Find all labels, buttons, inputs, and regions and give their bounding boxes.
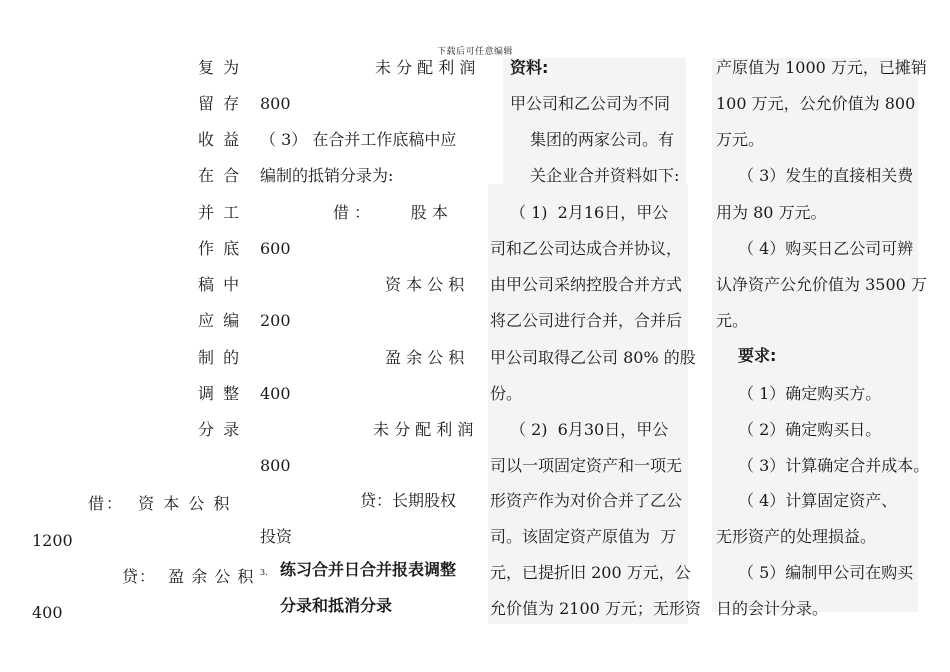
page-header-note: 下载后可任意编辑: [436, 47, 513, 57]
col3-line-8: 将乙公司进行合并，合并后: [490, 311, 683, 330]
col3-line-5: （ 1) 2月16日，甲公: [510, 203, 669, 222]
col3-line-9: 甲公司取得乙公司 80% 的股: [490, 348, 696, 367]
col4-line-1: 产原值为 1000 万元，已摊销: [716, 58, 927, 77]
col4-line-8: 元。: [716, 311, 749, 330]
vertical-text-8: 应 编: [198, 311, 242, 330]
credit-amount: 400: [32, 603, 63, 622]
vertical-text-10: 调 整: [198, 384, 242, 403]
col2-line-3: （ 3） 在合并工作底稿中应: [260, 130, 457, 149]
col3-line-12: 司以一项固定资产和一项无: [490, 456, 683, 475]
debit-amount: 1200: [32, 531, 73, 550]
col2-line-4: 编制的抵销分录为:: [260, 166, 394, 185]
credit-surplus-reserve: 贷： 盈 余 公 积: [122, 567, 255, 586]
column-1: [0, 0, 255, 672]
section-title-line-1: 练习合并日合并报表调整: [280, 560, 457, 579]
vertical-text-2: 留 存: [198, 94, 242, 113]
col4-line-3: 万元。: [716, 130, 765, 149]
col2-line-9: 盈 余 公 积: [385, 348, 465, 367]
col3-line-10: 份。: [490, 384, 523, 403]
col2-line-1: 未 分 配 利 润: [375, 58, 476, 77]
col3-line-4: 关企业合并资料如下:: [530, 166, 680, 185]
col4-line-16: 日的会计分录。: [716, 599, 829, 618]
col4-line-7: 认净资产公允价值为 3500 万: [716, 275, 927, 294]
col2-line-13: 贷：长期股权: [360, 491, 457, 510]
col4-line-5: 用为 80 万元。: [716, 203, 827, 222]
vertical-text-1: 复 为: [198, 58, 242, 77]
col2-line-7: 资 本 公 积: [385, 275, 465, 294]
col2-line-12: 800: [260, 456, 291, 475]
col2-line-8: 200: [260, 311, 291, 330]
col4-line-14: 无形资产的处理损益。: [716, 527, 877, 546]
col2-line-5: 借 ： 股 本: [333, 203, 448, 222]
vertical-text-4: 在 合: [198, 166, 242, 185]
col3-line-2: 甲公司和乙公司为不同: [510, 94, 671, 113]
col4-line-13: （ 4）计算固定资产、: [738, 491, 898, 510]
col3-line-15: 元，已提折旧 200 万元，公: [490, 563, 691, 582]
vertical-text-7: 稿 中: [198, 275, 242, 294]
col4-line-6: （ 4）购买日乙公司可辨: [738, 239, 914, 258]
col2-line-2: 800: [260, 94, 291, 113]
col4-line-15: （ 5）编制甲公司在购买: [738, 563, 914, 582]
col3-line-14: 司。该固定资产原值为 万: [490, 527, 677, 546]
col4-line-10: （ 1）确定购买方。: [738, 384, 882, 403]
column-3: [488, 0, 701, 672]
col3-line-13: 形资产作为对价合并了乙公: [490, 491, 683, 510]
section-title-line-2: 分录和抵消分录: [280, 596, 393, 615]
col3-line-1: 资料:: [510, 58, 549, 77]
vertical-text-9: 制 的: [198, 348, 242, 367]
vertical-text-5: 并 工: [198, 203, 242, 222]
col2-line-14: 投资: [260, 527, 293, 546]
debit-capital-reserve: 借： 资 本 公 积: [88, 494, 232, 513]
col4-line-9: 要求:: [738, 346, 777, 365]
vertical-text-11: 分 录: [198, 420, 242, 439]
column-4: [712, 0, 930, 672]
col4-line-12: （ 3）计算确定合并成本。: [738, 456, 930, 475]
col3-line-11: （ 2) 6月30日，甲公: [510, 420, 669, 439]
col4-line-11: （ 2）确定购买日。: [738, 420, 882, 439]
section-number: 3.: [260, 568, 268, 577]
col3-line-7: 由甲公司采纳控股合并方式: [490, 275, 683, 294]
col4-line-4: （ 3）发生的直接相关费: [738, 166, 914, 185]
col2-line-11: 未 分 配 利 润: [373, 420, 474, 439]
vertical-text-6: 作 底: [198, 239, 242, 258]
col2-line-6: 600: [260, 239, 291, 258]
vertical-text-3: 收 益: [198, 130, 242, 149]
col3-line-16: 允价值为 2100 万元；无形资: [490, 599, 701, 618]
col3-line-3: 集团的两家公司。有: [530, 130, 675, 149]
col2-line-10: 400: [260, 384, 291, 403]
col4-line-2: 100 万元，公允价值为 800: [716, 94, 916, 113]
col3-line-6: 司和乙公司达成合并协议，: [490, 239, 683, 258]
